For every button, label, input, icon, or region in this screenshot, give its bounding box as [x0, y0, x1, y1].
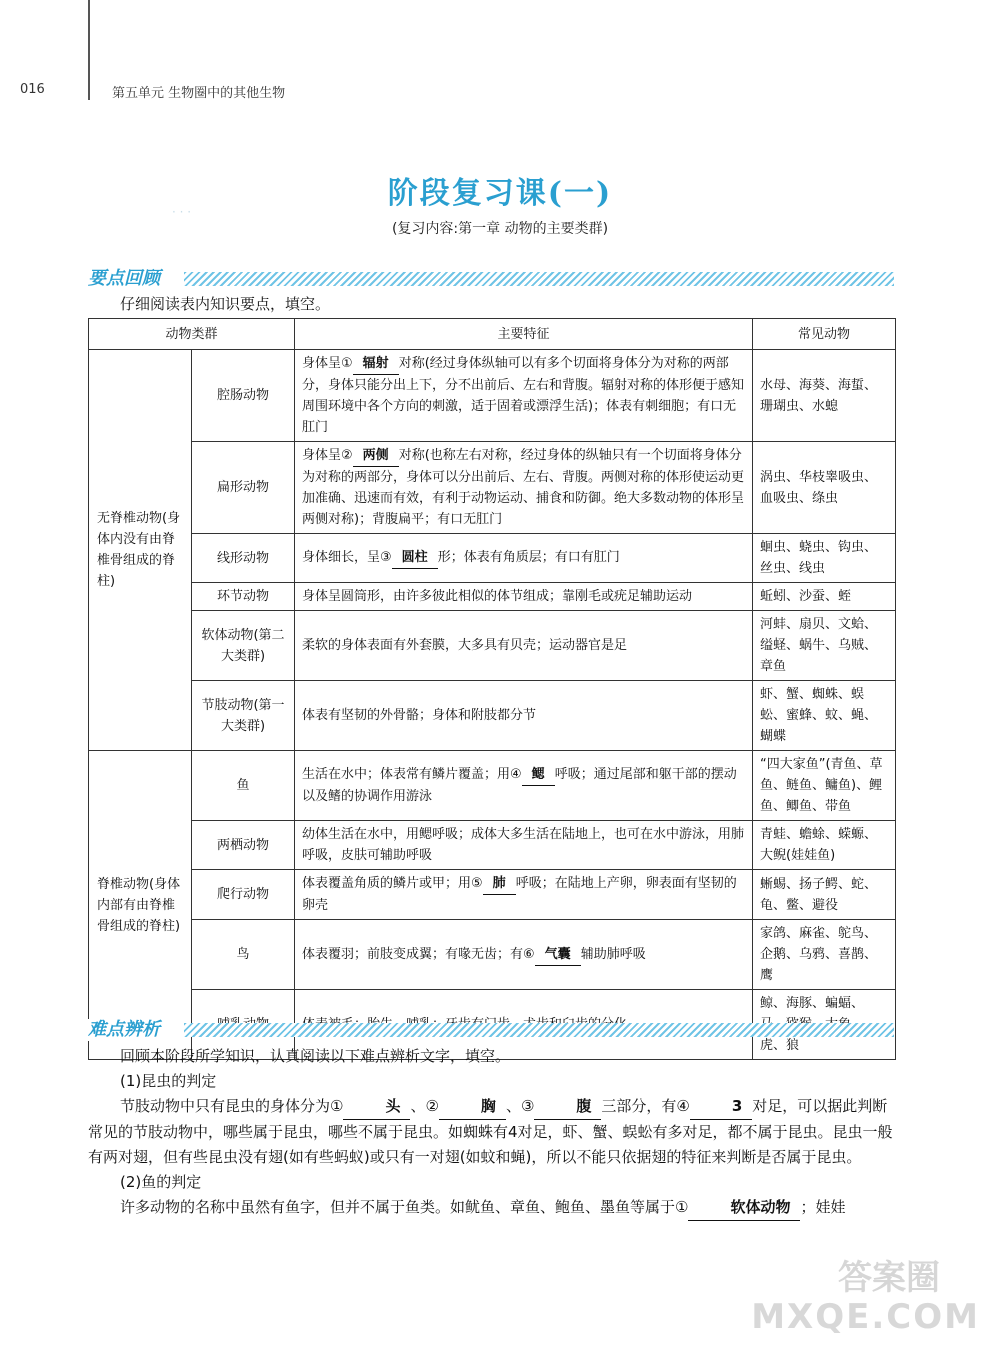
- column-header: 主要特征: [295, 319, 753, 350]
- examples-cell: 水母、海葵、海蜇、珊瑚虫、水螅: [753, 350, 896, 442]
- answer-blank: 两侧: [353, 445, 399, 467]
- table-row: [89, 920, 896, 990]
- subheading: (2)鱼的判定: [120, 1173, 202, 1191]
- table-row: [89, 821, 896, 870]
- table-row: [89, 751, 896, 821]
- table-row: [89, 611, 896, 681]
- answer-blank: 头: [343, 1094, 410, 1120]
- decoration-dots: · · ·: [172, 205, 192, 219]
- examples-cell: 青蛙、蟾蜍、蝾螈、大鲵(娃娃鱼): [753, 821, 896, 870]
- difficulty-body: [88, 1044, 894, 1221]
- feature-cell: 体表覆羽；前肢变成翼；有喙无齿；有⑥ 气囊 辅助肺呼吸: [295, 920, 753, 990]
- answer-blank: 软体动物: [688, 1195, 800, 1221]
- header-divider: [88, 0, 90, 100]
- answer-blank: 气囊: [535, 944, 581, 966]
- feature-cell: 身体呈② 两侧 对称(也称左右对称，经过身体的纵轴只有一个切面将身体分为对称的两部分，身体可以分出前后、左右、背腹。两侧对称的体形使运动更加准确、迅速而有效，有利于动物运动、捕食和防御。绝大多数动物的体形呈两侧对称)；背腹扁平；有口无肛门: [295, 442, 753, 534]
- animal-groups-table: [88, 318, 896, 1060]
- fish-paragraph: 许多动物的名称中虽然有鱼字，但并不属于鱼类。如鱿鱼、章鱼、鲍鱼、墨鱼等属于① 软体动物 ；娃娃: [88, 1195, 894, 1221]
- examples-cell: 虾、蟹、蜘蛛、蜈蚣、蜜蜂、蚊、蝇、蝴蝶: [753, 681, 896, 751]
- examples-cell: 蛔虫、蛲虫、钩虫、丝虫、线虫: [753, 534, 896, 583]
- examples-cell: 鲸、海豚、蝙蝠、 虎、狼: [753, 990, 896, 1060]
- category-name: 腔肠动物: [192, 350, 295, 442]
- feature-cell: 身体细长，呈③ 圆柱 形；体表有角质层；有口有肛门: [295, 534, 753, 583]
- table-header-row: [89, 319, 896, 350]
- subheading: (1)昆虫的判定: [120, 1072, 217, 1090]
- category-name: 鸟: [192, 920, 295, 990]
- section-header-review: [88, 268, 894, 290]
- page-subtitle: (复习内容:第一章 动物的主要类群): [391, 221, 609, 237]
- category-name: 爬行动物: [192, 870, 295, 920]
- answer-blank: 鳃: [522, 764, 555, 786]
- category-name: 软体动物(第二大类群): [192, 611, 295, 681]
- table-row: [89, 534, 896, 583]
- group-label: 无脊椎动物(身体内没有由脊椎骨组成的脊柱): [89, 350, 192, 751]
- category-name: 线形动物: [192, 534, 295, 583]
- unit-title: 第五单元 生物圈中的其他生物: [112, 86, 286, 101]
- feature-cell: 身体呈① 辐射 对称(经过身体纵轴可以有多个切面将身体分为对称的两部分，身体只能分出上下，分不出前后、左右和背腹。辐射对称的体形便于感知周围环境中各个方向的刺激，适于固着或漂浮生活)；体表有刺细胞；有口无肛门: [295, 350, 753, 442]
- section-header-difficulty: [88, 1019, 894, 1041]
- answer-blank: 肺: [483, 873, 516, 895]
- section-stripe: [184, 272, 894, 286]
- table-row: [89, 442, 896, 534]
- category-name: 环节动物: [192, 583, 295, 611]
- feature-cell: 幼体生活在水中，用鳃呼吸；成体大多生活在陆地上，也可在水中游泳，用肺呼吸，皮肤可辅助呼吸: [295, 821, 753, 870]
- section-label: 要点回顾: [88, 268, 166, 290]
- page-number: 016: [20, 82, 45, 97]
- table-row: [89, 350, 896, 442]
- section-instruction: 回顾本阶段所学知识，认真阅读以下难点辨析文字，填空。: [120, 1047, 511, 1065]
- answer-blank: 圆柱: [392, 547, 438, 569]
- watermark-logo: 答案圈: [838, 1258, 940, 1298]
- section-label: 难点辨析: [88, 1019, 166, 1041]
- answer-blank: 辐射: [353, 353, 399, 375]
- category-name: 鱼: [192, 751, 295, 821]
- answer-blank: 3: [690, 1094, 752, 1120]
- answer-blank: 胸: [439, 1094, 506, 1120]
- category-name: 两栖动物: [192, 821, 295, 870]
- feature-cell: 身体呈圆筒形，由许多彼此相似的体节组成；靠刚毛或疣足辅助运动: [295, 583, 753, 611]
- section-stripe: [184, 1023, 894, 1037]
- table-row: [89, 583, 896, 611]
- examples-cell: 蚯蚓、沙蚕、蛭: [753, 583, 896, 611]
- watermark-site: MXQE.COM: [751, 1297, 980, 1337]
- group-label: 脊椎动物(身体内部有由脊椎骨组成的脊柱): [89, 751, 192, 1060]
- insect-paragraph: 节肢动物中只有昆虫的身体分为① 头 、② 胸 、③ 腹 三部分，有④ 3 对足，可以据此判断常见的节肢动物中，哪些属于昆虫，哪些不属于昆虫。如蜘蛛有4对足，虾、蟹、蜈蚣有多对足，都不属于昆虫。昆虫一般有两对翅，但有些昆虫没有翅(如有些蚂蚁)或只有一对翅(如蚊和蝇)，所以不能只依据翅的特征来判断是否属于昆虫。: [88, 1094, 894, 1170]
- category-name: 扁形动物: [192, 442, 295, 534]
- answer-blank: 腹: [534, 1094, 601, 1120]
- examples-cell: 河蚌、扇贝、文蛤、缢蛏、蜗牛、乌贼、章鱼: [753, 611, 896, 681]
- table-row: [89, 681, 896, 751]
- examples-cell: 蜥蜴、扬子鳄、蛇、龟、鳖、避役: [753, 870, 896, 920]
- feature-cell: 柔软的身体表面有外套膜，大多具有贝壳；运动器官是足: [295, 611, 753, 681]
- category-name: 节肢动物(第一大类群): [192, 681, 295, 751]
- feature-cell: 体表有坚韧的外骨骼；身体和附肢都分节: [295, 681, 753, 751]
- feature-cell: 体表覆盖角质的鳞片或甲；用⑤ 肺 呼吸；在陆地上产卵，卵表面有坚韧的卵壳: [295, 870, 753, 920]
- column-header: 常见动物: [753, 319, 896, 350]
- examples-cell: “四大家鱼”(青鱼、草鱼、鲢鱼、鳙鱼)、鲤鱼、鲫鱼、带鱼: [753, 751, 896, 821]
- section-instruction: 仔细阅读表内知识要点，填空。: [120, 295, 331, 313]
- examples-cell: 家鸽、麻雀、鸵鸟、企鹅、乌鸦、喜鹊、鹰: [753, 920, 896, 990]
- table-row: [89, 870, 896, 920]
- feature-cell: 生活在水中；体表常有鳞片覆盖；用④ 鳃 呼吸；通过尾部和躯干部的摆动以及鳍的协调作用游泳: [295, 751, 753, 821]
- examples-cell: 涡虫、华枝睾吸虫、血吸虫、绦虫: [753, 442, 896, 534]
- column-header: 动物类群: [89, 319, 295, 350]
- page-title: 阶段复习课(一): [387, 176, 613, 211]
